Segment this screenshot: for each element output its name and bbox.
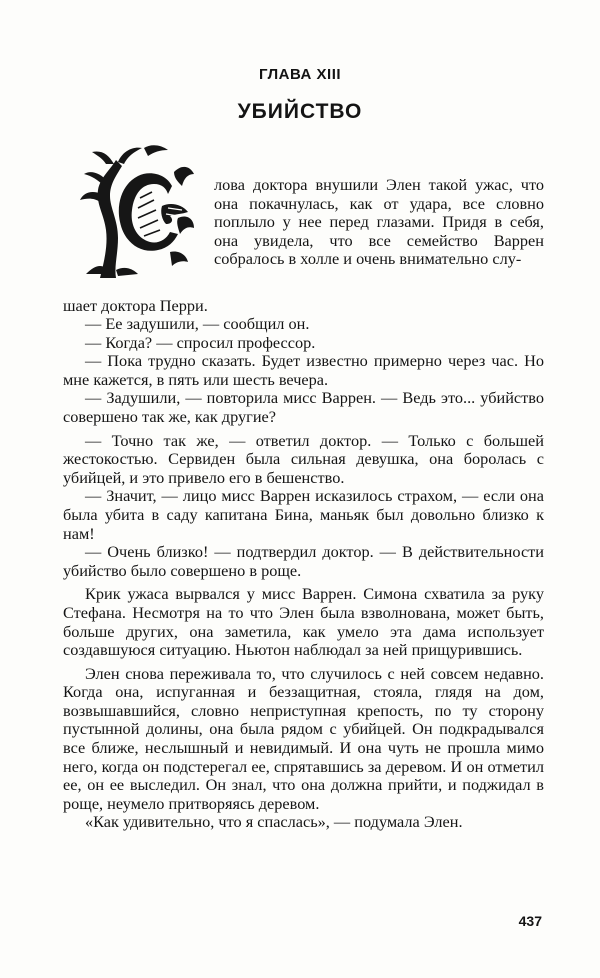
page-number: 437 (518, 913, 542, 929)
paragraph: — Очень близко! — подтвердил доктор. — В действительности убийство было совершено в роще. (63, 542, 544, 580)
paragraph: — Задушили, — повторила мисс Варрен. — Ведь это... убийство совершено так же, как другие? (63, 388, 544, 426)
paragraph: — Ее задушили, — сообщил он. (85, 314, 310, 333)
intro-paragraph-tail: шает доктора Перри. (63, 296, 208, 315)
paragraph: — Точно так же, — ответил доктор. — Только с большей жестокостью. Сервиден была сильная девушка, она боролась с убийцей, и это привело его в бешенство. (63, 430, 544, 487)
chapter-title: УБИЙСТВО (237, 100, 363, 123)
intro-paragraph: лова доктора внушили Элен такой ужас, что она покачнулась, как от удара, все словно поплыло у нее перед глазами. Придя в себя, она увидела, что все семейство Варрен собралось в холле и очень внимательно слу- (214, 175, 544, 269)
paragraph: Элен снова переживала то, что случилось с ней совсем недавно. Когда она, испуганная и беззащитная, стояла, глядя на дом, возвышавшийся, словно неприступная крепость, по ту сторону пустынной долины, она была рядом с убийцей. Он подкрадывался все ближе, неслышный и невидимый. И она чуть не прошла мимо него, когда он подстерегал ее, спрятавшись за деревом. И он отметил ее, он ее выследил. Он знал, что она должна прийти, и поджидал в роще, неумело притворяясь деревом. (63, 663, 544, 813)
body-text (63, 315, 544, 832)
paragraph: — Пока трудно сказать. Будет известно примерно через час. Но мне кажется, в пять или шесть вечера. (63, 351, 544, 389)
paragraph: — Когда? — спросил профессор. (85, 332, 316, 352)
paragraph: Крик ужаса вырвался у мисс Варрен. Симона схватила за руку Стефана. Несмотря на то что Элен была взволнована, может быть, больше других, она заметила, как умело эта дама использует создавшуюся ситуацию. Ньютон наблюдал за ней прищурившись. (63, 584, 544, 660)
paragraph: «Как удивительно, что я спаслась», — подумала Элен. (85, 812, 463, 832)
paragraph: — Значит, — лицо мисс Варрен исказилось страхом, — если она была убита в саду капитана Бина, маньяк был довольно близко к нам! (63, 486, 544, 543)
chapter-label: ГЛАВА XIII (258, 66, 342, 83)
ornamental-tree-dropcap-icon (78, 142, 196, 278)
